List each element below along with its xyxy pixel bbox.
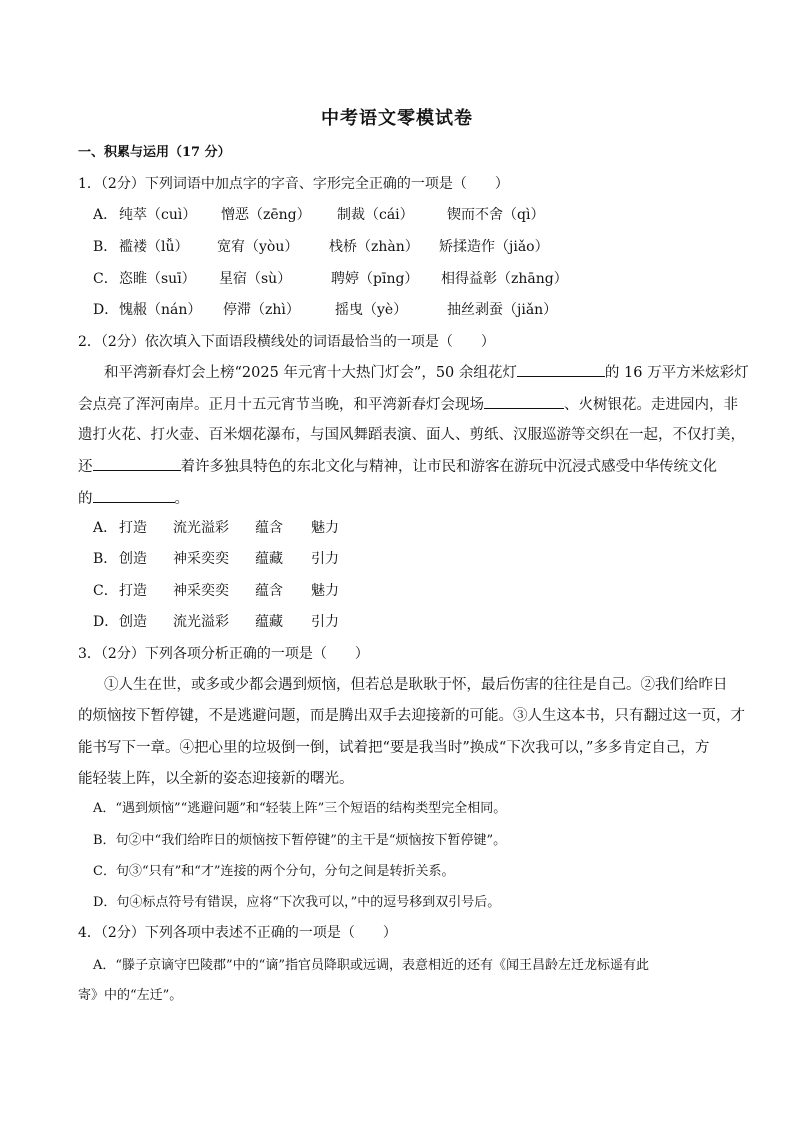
question-3-option-a[interactable]: A．“遇到烦恼”“逃避问题”和“轻装上阵”三个短语的结构类型完全相同。 xyxy=(93,801,507,816)
question-3-stem: 3．（2分）下列各项分析正确的一项是（ ） xyxy=(78,646,369,662)
question-2-stem: 2．（2分）依次填入下面语段横线处的词语最恰当的一项是（ ） xyxy=(78,334,495,350)
fill-blank-2 xyxy=(484,394,564,409)
question-4-option-a[interactable]: A．“滕子京谪守巴陵郡”中的“谪”指官员降职或远调，表意相近的还有《闻王昌龄左迁龙标遥有此 xyxy=(93,958,649,973)
question-1-option-d[interactable]: D．愧赧（nán） 停滞（zhì） 摇曳（yè） 抽丝剥蚕（jiǎn） xyxy=(93,302,558,318)
passage-line: 的 。 xyxy=(78,488,189,509)
passage-line: 能轻装上阵，以全新的姿态迎接新的曙光。 xyxy=(78,771,354,787)
question-1-stem: 1．（2分）下列词语中加点字的字音、字形完全正确的一项是（ ） xyxy=(78,176,509,192)
fill-blank-3 xyxy=(93,456,181,471)
question-3-option-d[interactable]: D．句④标点符号有错误，应将“下次我可以，”中的逗号移到双引号后。 xyxy=(93,895,501,910)
passage-line: 和平湾新春灯会上榜“2025 年元宵十大热门灯会”，50 余组花灯 的 16 万平方米炫彩灯 xyxy=(104,362,749,383)
question-2-option-c[interactable]: C．打造 神采奕奕 蕴含 魅力 xyxy=(93,583,339,599)
fill-blank-4 xyxy=(93,488,175,503)
passage-line: 能书写下一章。④把心里的垃圾倒一倒，试着把“要是我当时”换成“下次我可以，”多多肯定自己，方 xyxy=(78,740,710,756)
question-1-option-a[interactable]: A． 纯萃（cuì） 憎恶（zēng） 制裁（cái） 锲而不舍（qì） xyxy=(93,207,545,223)
question-2-option-d[interactable]: D．创造 流光溢彩 蕴藏 引力 xyxy=(93,614,339,630)
passage-line: ①人生在世，或多或少都会遇到烦恼，但若总是耿耿于怀，最后伤害的往往是自己。②我们给昨日 xyxy=(104,677,728,693)
question-3-option-c[interactable]: C．句③“只有”和“才”连接的两个分句，分句之间是转折关系。 xyxy=(93,864,455,879)
passage-line: 遗打火花、打火壶、百米烟花瀑布，与国风舞蹈表演、面人、剪纸、汉服巡游等交织在一起，不仅打美， xyxy=(78,427,745,443)
question-1-option-c[interactable]: C．恣睢（suī） 星宿（sù） 聘婷（pīng） 相得益彰（zhāng） xyxy=(93,271,568,287)
section-heading: 一、积累与运用（17 分） xyxy=(78,145,231,160)
fill-blank-1 xyxy=(517,362,605,377)
question-3-option-b[interactable]: B．句②中“我们给昨日的烦恼按下暂停键”的主干是“烦恼按下暂停键”。 xyxy=(93,833,507,848)
question-4-option-a-cont: 寄》中的“左迁”。 xyxy=(78,988,183,1003)
question-2-option-b[interactable]: B． 创造 神采奕奕 蕴藏 引力 xyxy=(93,551,339,567)
passage-line: 还 着许多独具特色的东北文化与精神，让市民和游客在游玩中沉浸式感受中华传统文化 xyxy=(78,456,717,477)
passage-line: 会点亮了浑河南岸。正月十五元宵节当晚，和平湾新春灯会现场 、火树银花。走进园内，非 xyxy=(78,394,738,415)
page-title: 中考语文零模试卷 xyxy=(321,108,473,129)
passage-line: 的烦恼按下暂停键，不是逃避问题，而是腾出双手去迎接新的可能。③人生这本书，只有翻过这一页，才 xyxy=(78,708,745,724)
question-4-stem: 4．（2分）下列各项中表述不正确的一项是（ ） xyxy=(78,925,397,941)
question-1-option-b[interactable]: B． 褴褛（lǚ） 宽宥（yòu） 栈桥（zhàn） 矫揉造作（jiǎo） xyxy=(93,239,549,255)
question-2-option-a[interactable]: A． 打造 流光溢彩 蕴含 魅力 xyxy=(93,520,339,536)
